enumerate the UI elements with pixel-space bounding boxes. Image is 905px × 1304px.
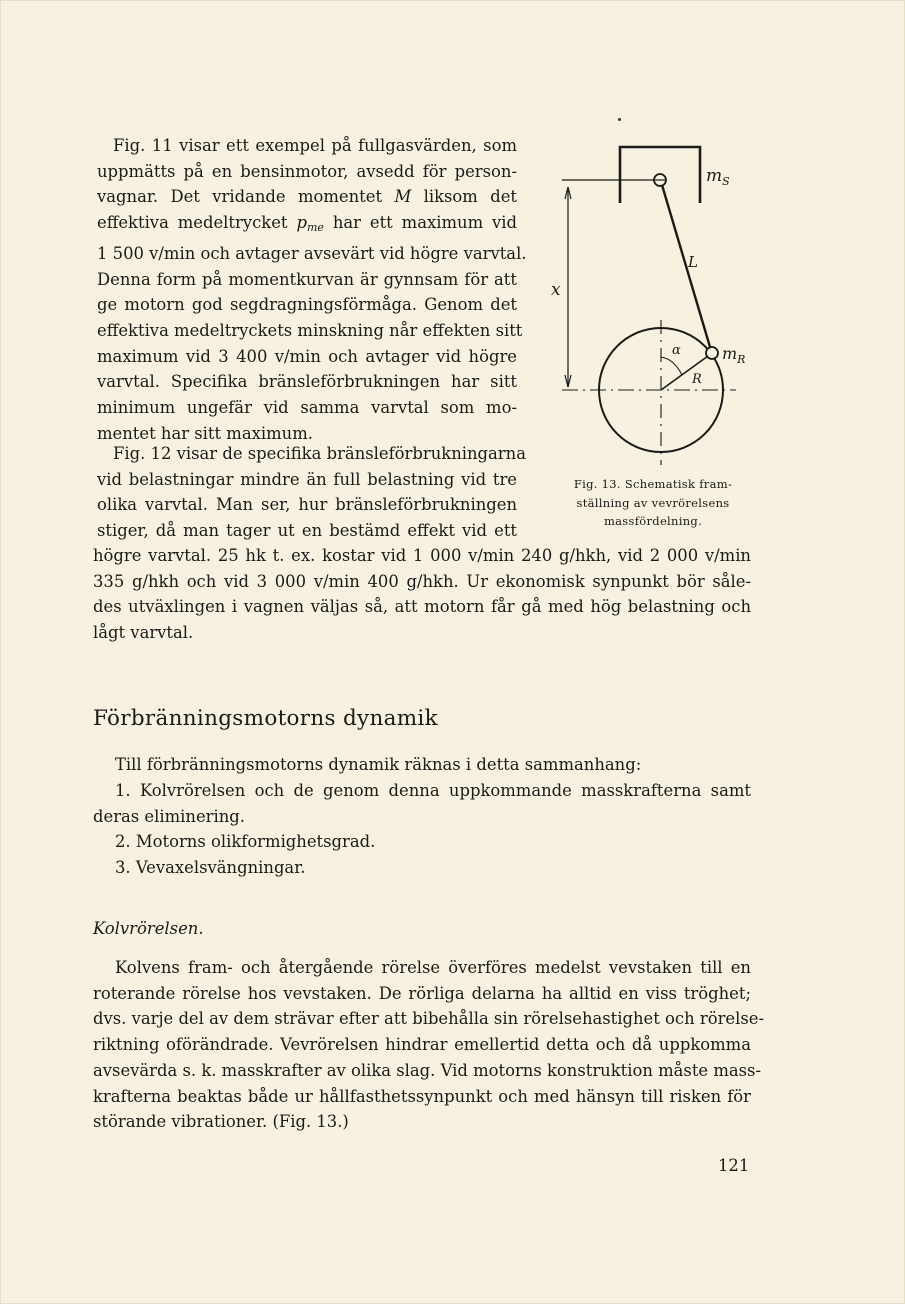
- section-intro: Till förbränningsmotorns dynamik räknas i detta sammanhang:: [115, 755, 642, 774]
- text-line: krafterna beaktas både ur hållfasthetssynpunkt och med hänsyn till risken för: [93, 1086, 751, 1106]
- intro-paragraph: [97, 133, 527, 446]
- text-line: mentet har sitt maximum.: [97, 423, 313, 443]
- list-item-2: 2. Motorns olikformighetsgrad.: [115, 832, 376, 851]
- text-line: olika varvtal. Man ser, hur bränsleförbrukningen: [97, 495, 517, 515]
- text-line: stiger, då man tager ut en bestämd effekt vid ett: [97, 521, 517, 541]
- text-line: uppmätts på en bensinmotor, avsedd för person-: [97, 161, 517, 181]
- text-line: 335 g/hkh och vid 3 000 v/min 400 g/hkh. Ur ekonomisk synpunkt bör såle-: [93, 571, 751, 591]
- fig12-paragraph-narrow: [97, 441, 526, 544]
- text-line: vagnar. Det vridande momentet M liksom det: [97, 187, 517, 207]
- text-line: Fig. 12 visar de specifika bränsleförbrukningarna: [113, 444, 526, 463]
- text-line: deras eliminering.: [93, 806, 245, 826]
- crank-mechanism-figure: [540, 135, 780, 465]
- kolv-paragraph: [93, 955, 764, 1135]
- text-line: Fig. 11 visar ett exempel på fullgasvärden, som: [113, 136, 517, 155]
- text-line: riktning oförändrade. Vevrörelsen hindrar emellertid detta och då uppkomma: [93, 1035, 751, 1055]
- text-line: vid belastningar mindre än full belastning vid tre: [97, 469, 517, 489]
- list-item-1: [93, 778, 751, 829]
- text-line: 1. Kolvrörelsen och de genom denna uppkommande masskrafterna samt: [115, 781, 751, 800]
- text-line: effektiva medeltryckets minskning når effekten sitt: [97, 320, 523, 340]
- text-line: varvtal. Specifika bränsleförbrukningen har sitt: [97, 372, 517, 392]
- caption-line: Fig. 13. Schematisk fram-: [573, 477, 733, 491]
- text-line: Kolvens fram- och återgående rörelse överföres medelst vevstaken till en: [115, 958, 751, 977]
- subsection-heading: Kolvrörelsen.: [93, 919, 204, 938]
- angle-arc: [661, 357, 682, 375]
- pme-symbol: $p_{me}$: [296, 213, 324, 235]
- label-R: R: [692, 372, 702, 387]
- text-line: dvs. varje del av dem strävar efter att bibehålla sin rörelsehastighet och rörelse-: [93, 1009, 764, 1029]
- page-number: 121: [718, 1156, 750, 1175]
- section-heading: Förbränningsmotorns dynamik: [93, 706, 438, 731]
- text-line: Denna form på momentkurvan är gynnsam för att: [97, 269, 517, 289]
- text-line: minimum ungefär vid samma varvtal som mo-: [97, 398, 517, 418]
- decorative-dot: [618, 118, 621, 121]
- figure-caption: [548, 475, 758, 531]
- text-line: effektiva medeltrycket $p_{me}$ har ett maximum vid: [97, 213, 518, 235]
- text-line: avsevärda s. k. masskrafter av olika slag. Vid motorns konstruktion måste mass-: [93, 1060, 761, 1080]
- connecting-rod: [662, 185, 710, 347]
- label-x: x: [551, 280, 561, 300]
- list-item-3: 3. Vevaxelsvängningar.: [115, 858, 306, 877]
- label-mr: $m_R$: [722, 344, 746, 366]
- text-line: 1 500 v/min och avtager avsevärt vid högre varvtal.: [97, 243, 527, 263]
- text-line: störande vibrationer. (Fig. 13.): [93, 1112, 349, 1132]
- piston-outline: [620, 147, 700, 203]
- fig12-paragraph-wide: [93, 543, 751, 646]
- caption-line: ställning av vevrörelsens: [576, 495, 730, 510]
- text-line: maximum vid 3 400 v/min och avtager vid högre: [97, 346, 517, 366]
- crank-pin: [706, 347, 718, 359]
- caption-line: massfördelning.: [603, 514, 703, 528]
- label-ms: $m_S$: [706, 166, 730, 188]
- text-line: ge motorn god segdragningsförmåga. Genom det: [97, 295, 517, 315]
- label-L: L: [688, 253, 698, 271]
- moment-symbol: M: [394, 187, 412, 207]
- text-line: högre varvtal. 25 hk t. ex. kostar vid 1 000 v/min 240 g/hkh, vid 2 000 v/min: [93, 546, 751, 565]
- text-line: des utväxlingen i vagnen väljas så, att motorn får gå med hög belastning och: [93, 597, 751, 617]
- text-line: roterande rörelse hos vevstaken. De rörliga delarna ha alltid en viss tröghet;: [93, 983, 751, 1003]
- label-alpha: α: [672, 343, 681, 358]
- text-line: lågt varvtal.: [93, 623, 194, 643]
